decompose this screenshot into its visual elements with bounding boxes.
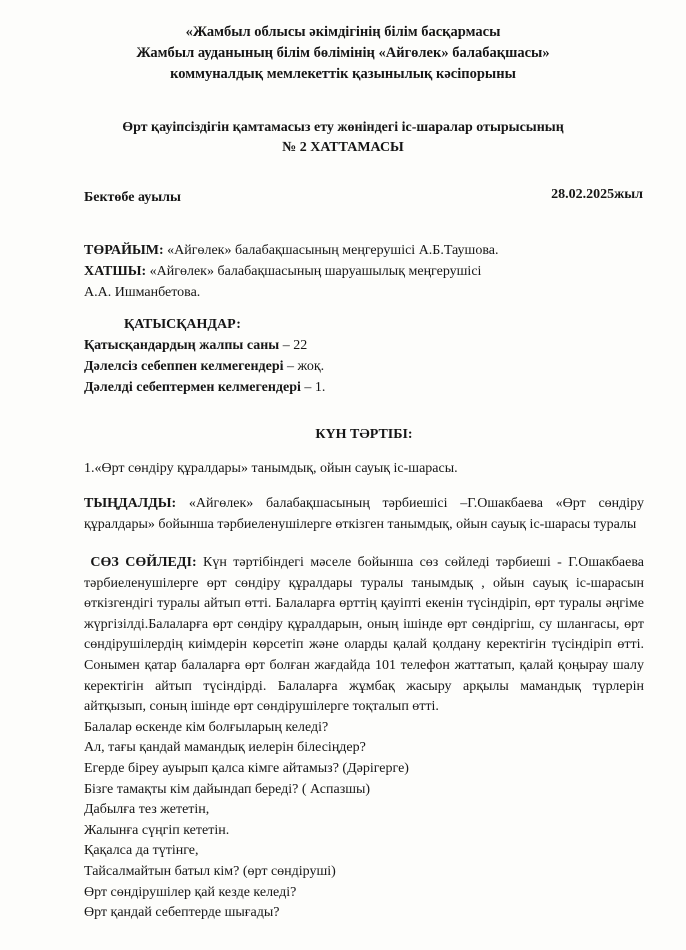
- secretary-name: А.А. Ишманбетова.: [84, 285, 201, 300]
- attendance-total-label: Қатысқандардың жалпы саны: [84, 338, 280, 353]
- place-label: Бектөбе ауылы: [84, 190, 181, 205]
- secretary-text-1: «Айгөлек» балабақшасының шаруашылық меңгерушісі: [146, 264, 482, 279]
- header-line-2: Жамбыл ауданының білім бөлімінің «Айгөлек» балабақшасы»: [136, 45, 550, 61]
- riddle-line: Дабылға тез жететін,: [84, 802, 210, 818]
- attendance-section: [84, 314, 644, 398]
- listened-section: [84, 494, 644, 535]
- attendance-total-value: – 22: [279, 338, 308, 353]
- riddle-line: Жалынға сүңгіп кететін.: [84, 822, 230, 838]
- speech-paragraph: [84, 553, 644, 718]
- title-line-2: № 2 ХАТТАМАСЫ: [282, 140, 404, 155]
- riddle-line: Ал, тағы қандай мамандық иелерін білесіңдер?: [84, 740, 366, 756]
- chair-text: «Айгөлек» балабақшасының меңгерушісі А.Б.Таушова.: [163, 243, 499, 258]
- header-line-3: коммуналдық мемлекеттік қазынылық кәсіпорыны: [170, 66, 516, 82]
- riddle-line: Балалар өскенде кім болғыларың келеді?: [84, 719, 329, 735]
- chair-label: ТӨРАЙЫМ:: [84, 243, 164, 258]
- riddle-line: Тайсалмайтын батыл кім? (өрт сөндіруші): [84, 863, 336, 879]
- date-label: 28.02.2025жыл: [551, 187, 643, 202]
- header-line-1: «Жамбыл облысы әкімдігінің білім басқармасы: [185, 24, 501, 40]
- attendance-absent-excused: [84, 377, 644, 398]
- absent-excused-value: – 1.: [300, 380, 326, 395]
- riddle-line: Егерде біреу ауырып қалса кімге айтамыз? (Дәрігерге): [84, 760, 409, 776]
- attendance-total: [84, 335, 644, 356]
- absent-unexcused-label: Дәлелсіз себеппен келмегендері: [84, 359, 284, 374]
- secretary-label: ХАТШЫ:: [84, 264, 147, 279]
- absent-excused-label: Дәлелді себептермен келмегендері: [84, 380, 301, 395]
- speech-label: СӨЗ СӨЙЛЕДІ:: [90, 555, 197, 570]
- riddle-line: Өрт қандай себептерде шығады?: [84, 905, 280, 921]
- agenda-heading: КҮН ТӘРТІБІ:: [315, 427, 413, 442]
- absent-unexcused-value: – жоқ.: [283, 359, 325, 374]
- attendance-absent-unexcused: [84, 356, 644, 377]
- secretary-line: [84, 261, 644, 282]
- riddle-line: Өрт сөндірушілер қай кезде келеді?: [84, 884, 297, 900]
- listened-label: ТЫҢДАЛДЫ:: [84, 496, 177, 511]
- speech-text: Күн тәртібіндегі мәселе бойынша сөз сөйледі тәрбиеші - Г.Ошакбаева тәрбиеленушілерге өрт сөндіру құралдары туралы танымдық , ойын сауық іс-шарасын өткізгендігі туралы айтып өтті. Балаларға өрттің қауіпті екенін түсіндіріп, өрт туралы әңгіме жүргізілді.Балаларға өрт сөндіру құралдарын, оның ішінде өрт сөндіргіш, су шлангасы, өрт сөндірушілердің киімдерін көрсетіп және оларды қалай қолдану керектігін түсіндіріп өтті. Сонымен қатар балаларға өрт болған жағдайда 101 телефон жаттатып, қалай қоңырау шалу керектігін айтып түсіндірді. Балаларға жұмбақ жасыру арқылы мамандық түрлерін айтқызып, соның ішінде өрт сөндірушілерге тоқталып өтті.: [84, 555, 644, 715]
- institution-header: [0, 22, 686, 85]
- riddle-lines: [84, 718, 644, 924]
- listened-text: «Айгөлек» балабақшасының тәрбиешісі –Г.Ошакбаева «Өрт сөндіру құралдары» бойынша тәрбиеленушілерге өткізген танымдық, ойын сауық іс-шарасы туралы: [84, 496, 644, 532]
- officials-section: [84, 240, 644, 303]
- attendance-heading: ҚАТЫСҚАНДАР:: [124, 317, 241, 332]
- riddle-line: Қақалса да түтінге,: [84, 843, 199, 859]
- document-title: [0, 118, 686, 158]
- agenda-item-1: 1.«Өрт сөндіру құралдары» танымдық, ойын сауық іс-шарасы.: [84, 461, 458, 476]
- chair-line: [84, 240, 644, 261]
- title-line-1: Өрт қауіпсіздігін қамтамасыз ету жөніндегі іс-шаралар отырысының: [122, 120, 564, 135]
- speech-section: [84, 553, 644, 924]
- riddle-line: Бізге тамақты кім дайындап береді? ( Аспазшы): [84, 781, 371, 797]
